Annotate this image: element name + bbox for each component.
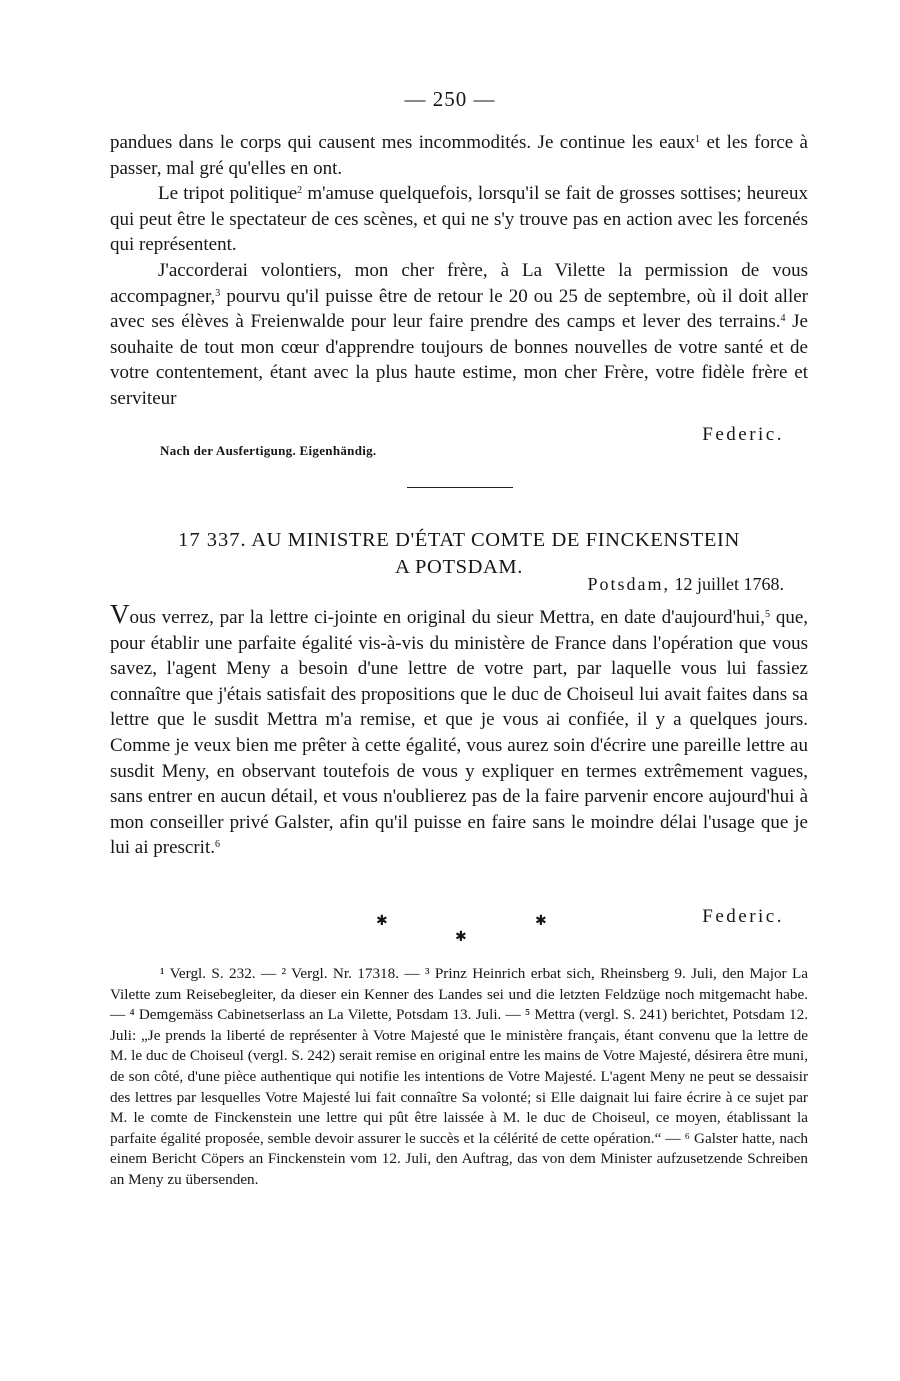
letter-heading: AU MINISTRE D'ÉTAT COMTE DE FINCKENSTEIN: [251, 529, 740, 551]
page-number: — 250 —: [404, 87, 496, 111]
asterisk-icon: ✱: [455, 930, 467, 945]
footnote-ref: 3: [215, 287, 221, 299]
letter-1-body: [110, 130, 808, 412]
paragraph: [110, 181, 808, 258]
paragraph-text: que, pour établir une parfaite égalité vis-à-vis du ministère de France dans l'opération que vous savez, l'agent Meny a besoin d'une lettre de votre part, par laquelle vous lui fassiez connaître que j'étais satisfait des propositions que le duc de Choiseul lui avait faites dans sa lettre que le susdit Mettra m'a remise, et que je vous ai confiée, il y a quelques jours. Comme je veux bien me prêter à cette égalité, vous aurez soin d'écrire une pareille lettre au susdit Meny, en observant toutefois de vous y expliquer en termes extrêmement vagues, sans entrer en aucun détail, et vous n'oublierez pas de la faire parvenir encore aujourd'hui à mon conseiller privé Galster, afin qu'il puisse en faire sans le moindre délai l'usage que je lui ai prescrit.: [110, 607, 809, 859]
letter-title: [110, 527, 808, 581]
footnote-ref: 2: [297, 185, 303, 197]
paragraph-text: J'accorderai volontiers, mon cher frère, à La Vilette la permission de vous accompagner,: [110, 259, 808, 307]
paragraph-text: Le tripot politique: [158, 183, 298, 205]
footnotes: [110, 964, 808, 1191]
letter-2-body: [110, 599, 809, 861]
paragraph-text: et les force à passer, mal gré qu'elles en ont.: [110, 132, 808, 179]
paragraph-text: pandues dans le corps qui causent mes incommodités. Je continue les eaux: [110, 132, 696, 153]
footnotes-text: ¹ Vergl. S. 232. — ² Vergl. Nr. 17318. — ³ Prinz Heinrich erbat sich, Rheinsberg 9. Juli, den Major La Vilette zum Reisebegleiter, da dieser ein Kenner des Landes sei und die letzten Feldzüge noch mitgemacht habe. — ⁴ Demgemäss Cabinetserlass an La Vilette, Potsdam 13. Juli. — ⁵ Mettra (vergl. S. 241) berichtet, Potsdam 12. Juli: „Je prends la liberté de représenter à Votre Majesté que le ministère français, étant convenu que la lettre de M. le duc de Choiseul (vergl. S. 242) serait remise en original entre les mains de Votre Majesté, désirera être muni, de son côté, d'une pièce authentique qui notifie les intentions de Votre Majesté. L'agent Meny ne peut se dessaisir des lettres par lesquelles Votre Majesté lui fait connaître Sa volonté; si Elle daignait lui faire écrire à ce sujet par M. le comte de Finckenstein une lettre qui pût être laissée à M. le duc de Choiseul, ce moyen, établissant la parfaite égalité proposée, semble devoir assurer le succès et la célérité de cette opération.“ — ⁶ Galster hatte, nach einem Bericht Cöpers an Finckenstein vom 12. Juli, den Auftrag, das von dem Minister aufzusetzende Schreiben an Meny zu übersenden.: [110, 965, 808, 1188]
signature: Federic.: [702, 424, 784, 445]
signature: Federic.: [702, 906, 784, 927]
paragraph-text: Je souhaite de tout mon cœur d'apprendre toujours de bonnes nouvelles de votre santé et de votre contentement, étant avec la plus haute estime, mon cher Frère, votre fidèle frère et serviteur: [110, 311, 808, 409]
paragraph: [110, 599, 809, 861]
asterisk-icon: ✱: [376, 914, 388, 929]
letter-heading-second: A POTSDAM.: [395, 556, 523, 578]
paragraph: [110, 258, 808, 412]
footnote-ref: 5: [765, 609, 771, 620]
date: 12 juillet 1768.: [674, 574, 784, 594]
section-divider: [407, 487, 513, 488]
footnote-ref: 4: [780, 313, 786, 325]
paragraph-text: ous verrez, par la lettre ci-jointe en original du sieur Mettra, en date d'aujourd'hui,: [129, 607, 766, 628]
initial-letter: V: [110, 599, 130, 629]
place-date: [587, 574, 784, 595]
paragraph-text: pourvu qu'il puisse être de retour le 20 ou 25 de septembre, où il doit aller avec ses élèves à Freienwalde pour leur faire prendre des camps et lever des terrains.: [110, 285, 808, 333]
paragraph: [110, 130, 808, 181]
paragraph-text: m'amuse quelquefois, lorsqu'il se fait de grosses sottises; heureux qui peut être le spectateur de ces scènes, et qui ne s'y trouve pas en action avec les forcenés qui représentent.: [110, 183, 808, 256]
place: Potsdam,: [587, 574, 670, 594]
footnote-ref: 6: [215, 839, 220, 851]
letter-number: 17 337.: [178, 529, 247, 551]
asterisk-icon: ✱: [535, 914, 547, 929]
footnote-ref: 1: [695, 134, 701, 145]
source-note: Nach der Ausfertigung. Eigenhändig.: [160, 443, 377, 458]
